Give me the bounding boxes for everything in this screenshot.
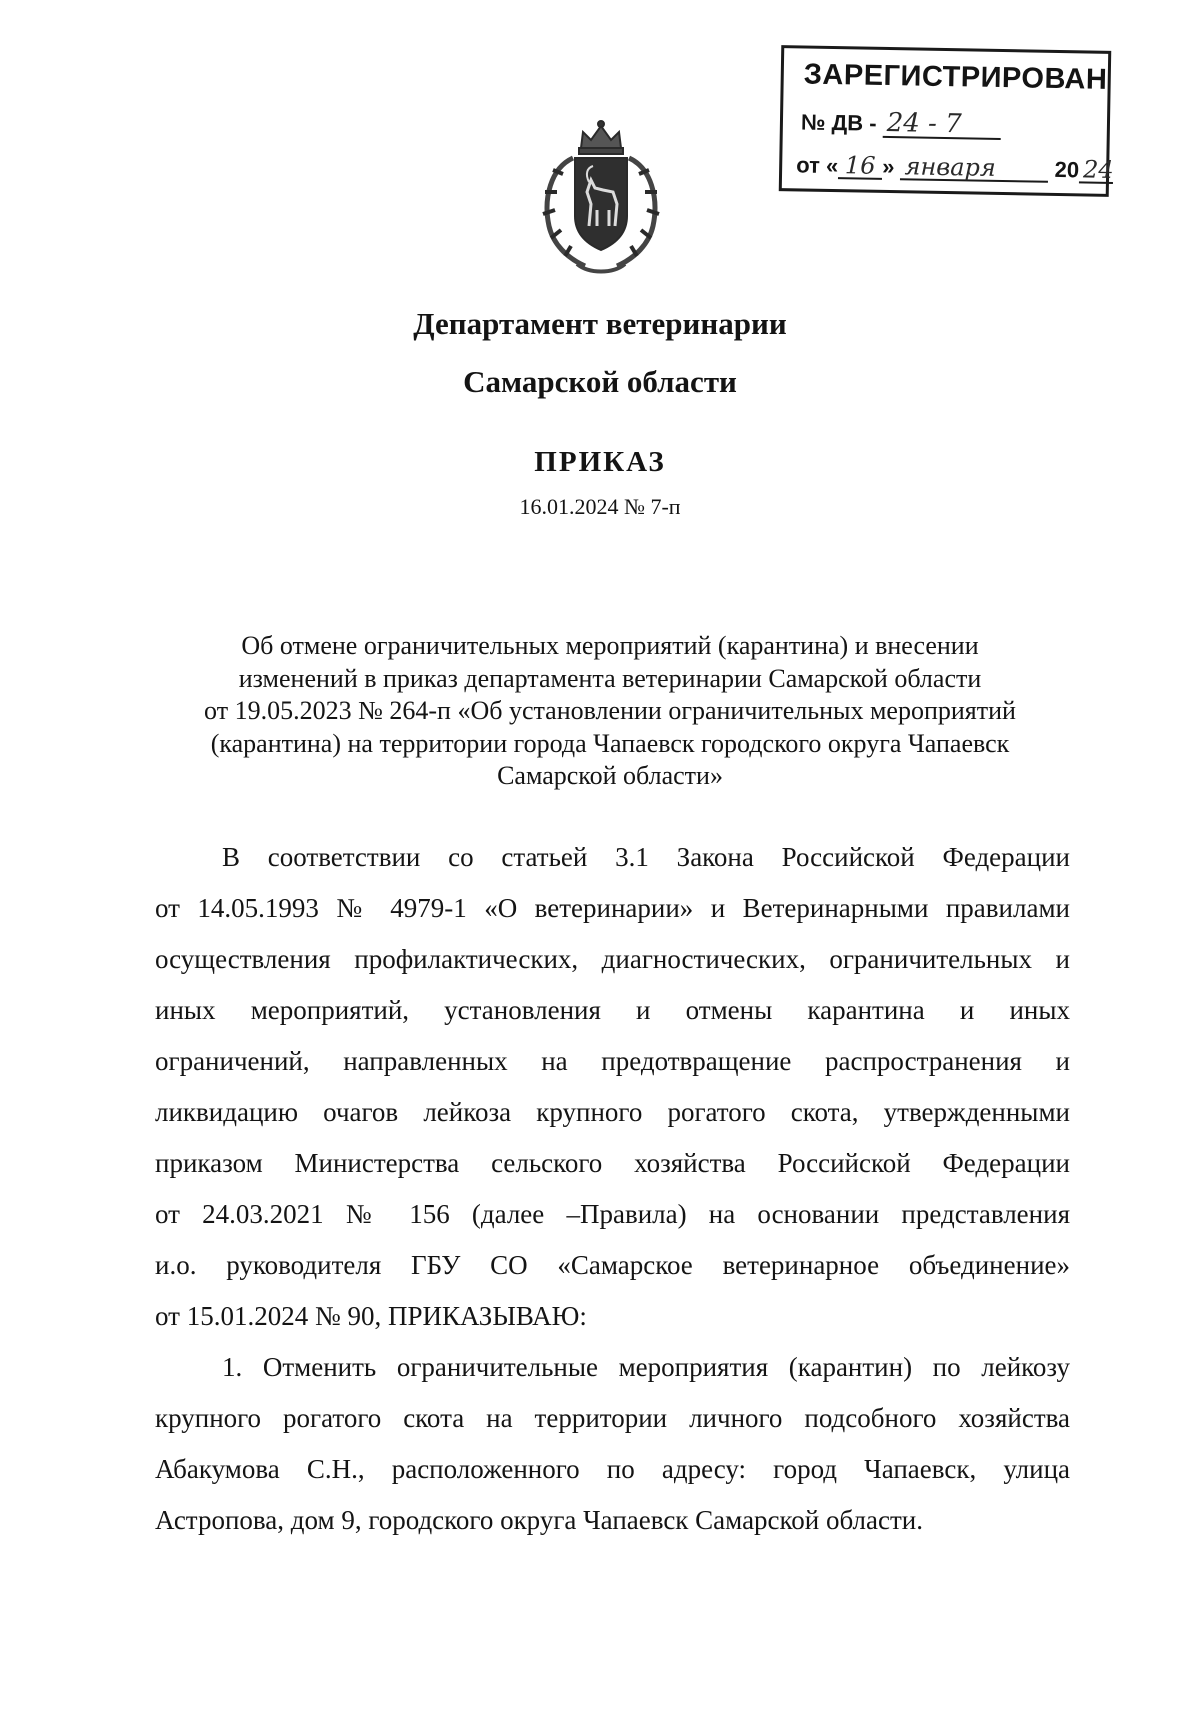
body-line: и.о. руководителя ГБУ СО «Самарское ветеринарное объединение» <box>155 1250 1070 1280</box>
stamp-date-row <box>796 152 1113 184</box>
document-date-number: 16.01.2024 № 7-п <box>519 494 681 519</box>
body-line: от 15.01.2024 № 90, ПРИКАЗЫВАЮ: <box>155 1301 587 1331</box>
body-line: 1. Отменить ограничительные мероприятия (карантин) по лейкозу <box>222 1352 1070 1382</box>
subject-line: (карантина) на территории города Чапаевск городского округа Чапаевск <box>210 728 1010 758</box>
document-subject <box>150 630 1070 793</box>
subject-line: изменений в приказ департамента ветеринарии Самарской области <box>238 663 982 693</box>
registration-stamp <box>779 45 1114 197</box>
stamp-date-month: января <box>900 154 1048 183</box>
stamp-date-year: 24 <box>1079 157 1113 184</box>
body-line: иных мероприятий, установления и отмены карантина и иных <box>155 995 1070 1025</box>
stamp-number-value: 24 - 7 <box>882 110 1000 140</box>
body-line: ликвидацию очагов лейкоза крупного рогатого скота, утвержденными <box>155 1097 1070 1127</box>
stamp-date-mid: » <box>881 153 895 180</box>
department-name-line2: Самарской области <box>463 364 737 399</box>
subject-line: Об отмене ограничительных мероприятий (карантина) и внесении <box>241 631 979 660</box>
body-line: крупного рогатого скота на территории личного подсобного хозяйства <box>155 1403 1070 1433</box>
document-type-title: ПРИКАЗ <box>534 446 666 478</box>
coat-of-arms-emblem <box>533 118 669 276</box>
body-line: Абакумова С.Н., расположенного по адресу: город Чапаевск, улица <box>155 1454 1070 1484</box>
stamp-date-year-prefix: 20 <box>1054 156 1080 183</box>
body-line: приказом Министерства сельского хозяйства Российской Федерации <box>155 1148 1070 1178</box>
stamp-number-label: № ДВ - <box>800 109 877 136</box>
body-line: от 14.05.1993 № 4979-1 «О ветеринарии» и Ветеринарными правилами <box>155 893 1070 923</box>
body-line: ограничений, направленных на предотвращение распространения и <box>155 1046 1070 1076</box>
stamp-date-day: 16 <box>838 153 882 180</box>
body-line: Астропова, дом 9, городского округа Чапаевск Самарской области. <box>155 1505 923 1535</box>
department-name-line1: Департамент ветеринарии <box>413 306 787 341</box>
subject-line: Самарской области» <box>497 761 723 790</box>
body-line: от 24.03.2021 № 156 (далее –Правила) на основании представления <box>155 1199 1070 1229</box>
stamp-number-row <box>801 108 1001 139</box>
body-line: В соответствии со статьей 3.1 Закона Российской Федерации <box>222 842 1070 872</box>
stamp-date-prefix: от « <box>795 152 839 179</box>
stamp-title: ЗАРЕГИСТРИРОВАН <box>803 58 1108 96</box>
body-line: осуществления профилактических, диагностических, ограничительных и <box>155 944 1070 974</box>
subject-line: от 19.05.2023 № 264-п «Об установлении ограничительных мероприятий <box>204 696 1016 725</box>
